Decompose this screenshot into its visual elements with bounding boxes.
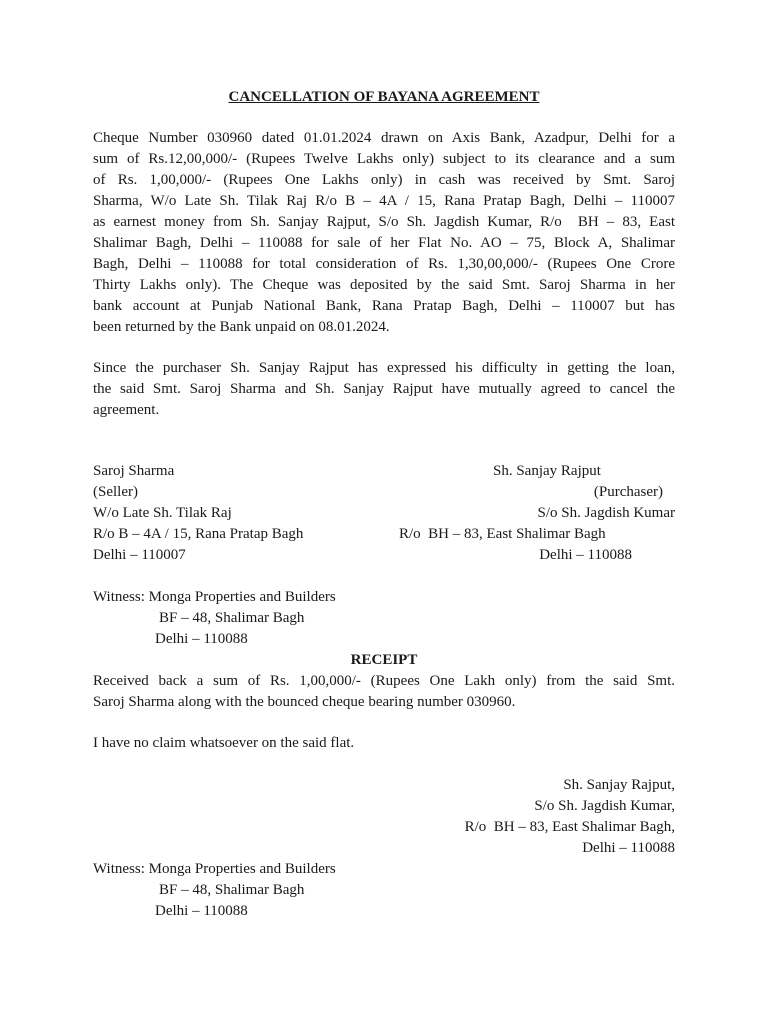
witness-city: Delhi – 110088 [155, 631, 248, 647]
paragraph-line: Received back a sum of Rs. 1,00,000/- (Rupees One Lakh only) from the said Smt. [93, 673, 675, 689]
paragraph-line: agreement. [93, 402, 160, 418]
purchaser-relation: S/o Sh. Jagdish Kumar [537, 505, 675, 521]
no-claim-statement: I have no claim whatsoever on the said flat. [93, 735, 355, 751]
receipt-heading: RECEIPT [350, 652, 418, 668]
purchaser-role: (Purchaser) [593, 484, 663, 500]
seller-name: Saroj Sharma [93, 463, 175, 479]
purchaser-city: Delhi – 110088 [539, 547, 632, 563]
paragraph-line: of Rs. 1,00,000/- (Rupees One Lakhs only) in cash was received by Smt. Saroj [93, 172, 675, 188]
witness-label: Witness: Monga Properties and Builders [93, 589, 336, 605]
witness-label: Witness: Monga Properties and Builders [93, 861, 336, 877]
paragraph-line: the said Smt. Saroj Sharma and Sh. Sanjay Rajput have mutually agreed to cancel the [93, 381, 675, 397]
purchaser-address: R/o BH – 83, East Shalimar Bagh [399, 526, 606, 542]
paragraph-line: Since the purchaser Sh. Sanjay Rajput has expressed his difficulty in getting the loan, [93, 360, 675, 376]
signatory-relation: S/o Sh. Jagdish Kumar, [534, 798, 675, 814]
document-page [93, 0, 675, 1024]
paragraph-line: been returned by the Bank unpaid on 08.01.2024. [93, 319, 390, 335]
paragraph-line: as earnest money from Sh. Sanjay Rajput, S/o Sh. Jagdish Kumar, R/o BH – 83, East [93, 214, 675, 230]
signatory-city: Delhi – 110088 [582, 840, 675, 856]
paragraph-line: Sharma, W/o Late Sh. Tilak Raj R/o B – 4A / 15, Rana Pratap Bagh, Delhi – 110007 [93, 193, 675, 209]
witness-city: Delhi – 110088 [155, 903, 248, 919]
seller-relation: W/o Late Sh. Tilak Raj [93, 505, 232, 521]
signatory-address: R/o BH – 83, East Shalimar Bagh, [464, 819, 675, 835]
witness-address: BF – 48, Shalimar Bagh [159, 610, 305, 626]
paragraph-line: Saroj Sharma along with the bounced cheque bearing number 030960. [93, 694, 516, 710]
paragraph-line: Bagh, Delhi – 110088 for total consideration of Rs. 1,30,00,000/- (Rupees One Crore [93, 256, 675, 272]
paragraph-line: bank account at Punjab National Bank, Rana Pratap Bagh, Delhi – 110007 but has [93, 298, 675, 314]
seller-city: Delhi – 110007 [93, 547, 186, 563]
paragraph-line: Shalimar Bagh, Delhi – 110088 for sale of her Flat No. AO – 75, Block A, Shalimar [93, 235, 675, 251]
purchaser-name: Sh. Sanjay Rajput [493, 463, 601, 479]
paragraph-line: Thirty Lakhs only). The Cheque was deposited by the said Smt. Saroj Sharma in her [93, 277, 675, 293]
document-title: CANCELLATION OF BAYANA AGREEMENT [228, 89, 540, 105]
witness-address: BF – 48, Shalimar Bagh [159, 882, 305, 898]
signatory-name: Sh. Sanjay Rajput, [563, 777, 675, 793]
seller-address: R/o B – 4A / 15, Rana Pratap Bagh [93, 526, 304, 542]
paragraph-line: sum of Rs.12,00,000/- (Rupees Twelve Lakhs only) subject to its clearance and a sum [93, 151, 675, 167]
seller-role: (Seller) [93, 484, 138, 500]
paragraph-line: Cheque Number 030960 dated 01.01.2024 drawn on Axis Bank, Azadpur, Delhi for a [93, 130, 675, 146]
